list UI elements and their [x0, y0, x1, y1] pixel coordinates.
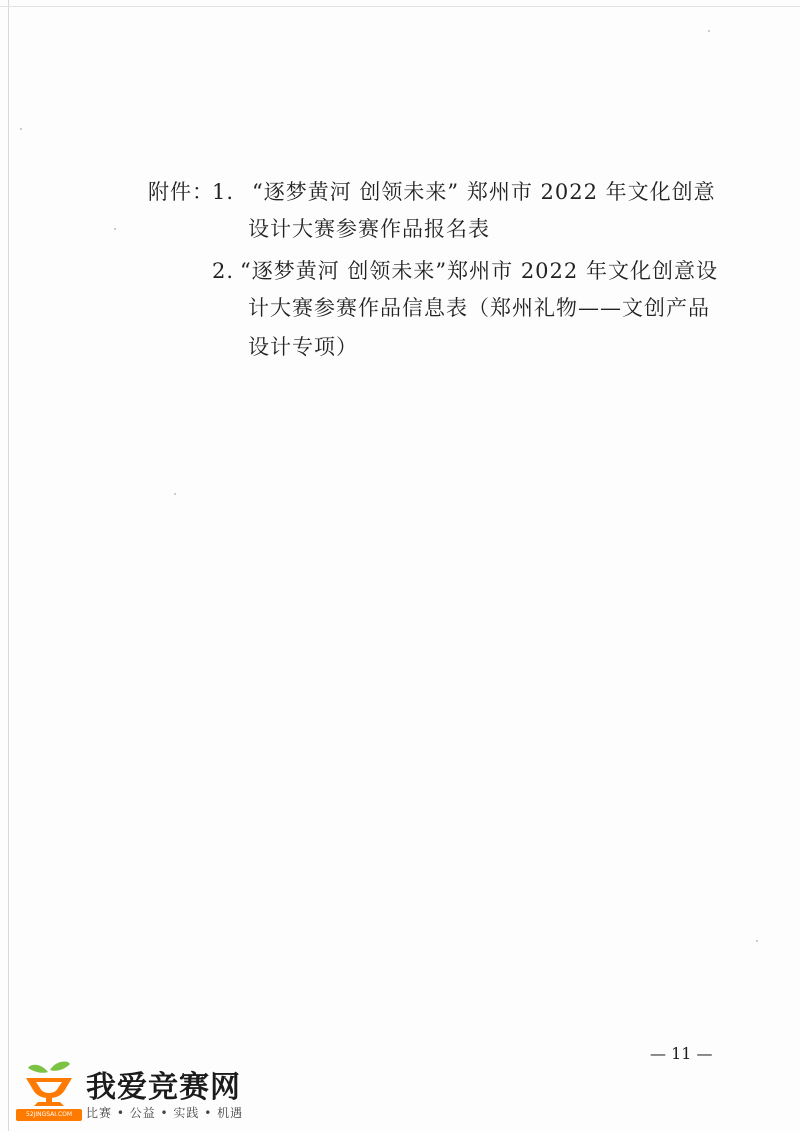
site-watermark — [14, 1058, 274, 1124]
attachments-heading: 附件： — [148, 180, 214, 204]
scan-speck — [174, 493, 176, 495]
scan-edge-top — [0, 6, 800, 7]
scan-edge-left — [8, 0, 9, 1131]
watermark-tagline: 比赛 • 公益 • 实践 • 机遇 — [86, 1106, 244, 1120]
attachment-1-number: 1. — [212, 180, 235, 204]
attachment-2-line-1: “逐梦黄河 创领未来”郑州市 2022 年文化创意设 — [240, 259, 718, 283]
attachment-2-number: 2. — [212, 259, 235, 283]
scan-speck — [708, 30, 710, 32]
scan-speck — [756, 940, 758, 942]
attachment-1-line-2: 设计大赛参赛作品报名表 — [248, 217, 490, 241]
attachment-2-line-3: 设计专项） — [248, 335, 358, 359]
watermark-title: 我爱竞赛网 — [86, 1070, 241, 1105]
scan-speck — [20, 128, 22, 130]
watermark-site-label: 52JINGSAI.COM — [16, 1109, 82, 1121]
scan-speck — [114, 228, 116, 230]
attachment-1-line-1: “逐梦黄河 创领未来” 郑州市 2022 年文化创意 — [252, 180, 716, 204]
attachment-2-line-2: 计大赛参赛作品信息表（郑州礼物——文创产品 — [248, 296, 710, 320]
page-number: — 11 — — [650, 1044, 713, 1063]
